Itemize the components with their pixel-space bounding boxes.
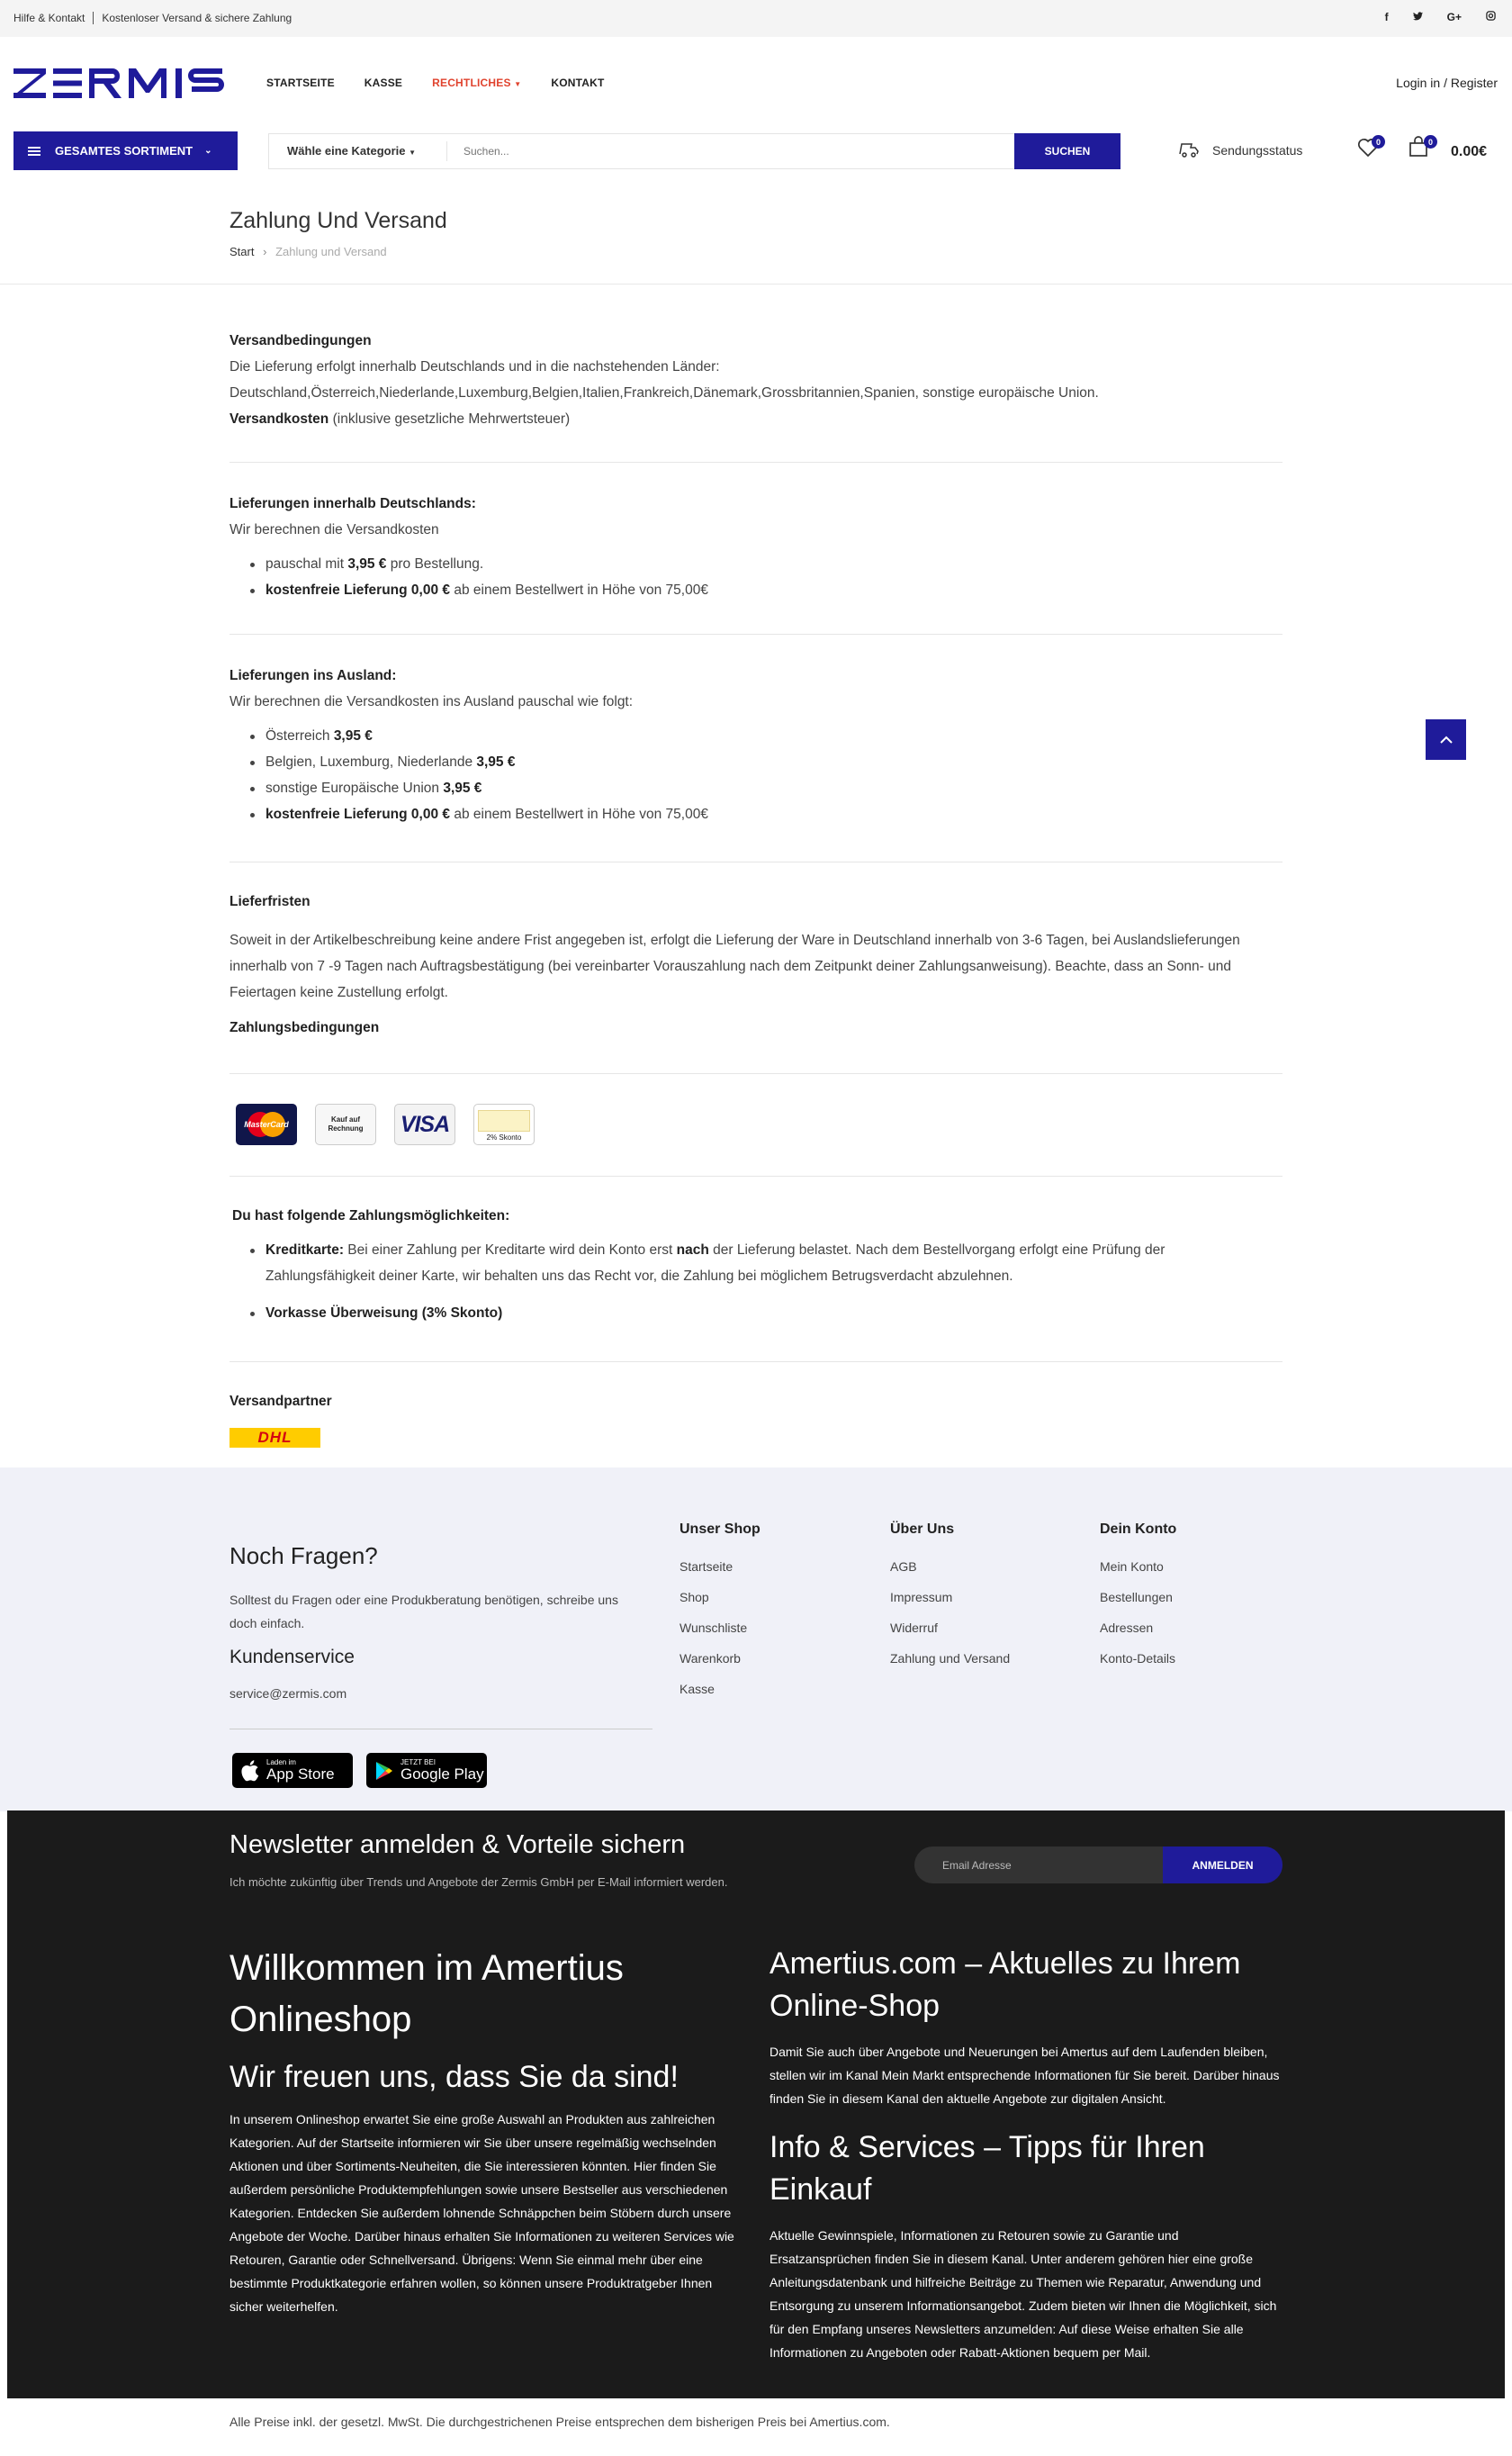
paragraph: Deutschland,Österreich,Niederlande,Luxemburg,Belgien,Italien,Frankreich,Dänemark,Grossbritannien,Spanien, sonstige europäische Union. xyxy=(230,385,1099,401)
welcome-subtitle: Wir freuen uns, dass Sie da sind! xyxy=(230,2060,679,2094)
footer-column-about xyxy=(890,1521,1010,1682)
section-title: Du hast folgende Zahlungsmöglichkeiten: xyxy=(232,1208,510,1223)
newsletter-form xyxy=(914,1847,1282,1883)
all-categories-label: GESAMTES SORTIMENT xyxy=(55,144,194,158)
skonto-icon xyxy=(473,1104,535,1145)
divider xyxy=(230,462,1282,463)
cart-total: 0.00€ xyxy=(1451,144,1488,159)
footer-questions-title: Noch Fragen? xyxy=(230,1542,378,1569)
news-block xyxy=(770,1943,1292,2364)
nav-rechtliches-label: RECHTLICHES xyxy=(432,77,511,89)
footer-link[interactable]: Bestellungen xyxy=(1100,1590,1173,1604)
google-play-text xyxy=(400,1758,484,1783)
text: Österreich xyxy=(266,728,334,744)
text: (inklusive gesetzliche Mehrwertsteuer) xyxy=(328,411,571,427)
text: sonstige Europäische Union xyxy=(266,781,444,796)
divider xyxy=(230,1176,1282,1177)
invoice-label: Kauf auf Rechnung xyxy=(328,1115,364,1133)
services-text: Aktuelle Gewinnspiele, Informationen zu Retouren sowie zu Garantie und Ersatzansprüchen finden Sie in diesem Kanal. Unter anderem gehören hier eine große Anleitungsdatenbank und hilfreiche Beiträge zu Themen wie Reparatur, Anwendung und Entsorgung zu unserem Informationsangebot. Zudem bieten wir Ihnen die Möglichkeit, sich für den Empfang unseres Newsletters anzumelden: Auf diese Weise erhalten Sie alle Informationen zu Angeboten oder Rabatt-Aktionen bequem per Mail. xyxy=(770,2228,1277,2360)
search-button[interactable]: SUCHEN xyxy=(1014,133,1120,169)
bold-text: kostenfreie Lieferung 0,00 € xyxy=(266,807,451,822)
help-contact-link[interactable]: Hilfe & Kontakt xyxy=(14,12,86,24)
nav-kontakt[interactable]: KONTAKT xyxy=(551,77,605,89)
cart-button[interactable] xyxy=(1408,136,1433,162)
bold-text: nach xyxy=(676,1242,709,1258)
caret-down-icon: ▼ xyxy=(514,80,522,88)
chevron-up-icon xyxy=(1439,736,1454,745)
list-item xyxy=(248,577,1282,603)
section-title: Versandbedingungen xyxy=(230,333,372,348)
section-title: Lieferungen innerhalb Deutschlands: xyxy=(230,496,476,511)
section-title: Versandpartner xyxy=(230,1394,332,1409)
divider xyxy=(93,12,94,24)
paragraph: Soweit in der Artikelbeschreibung keine andere Frist angegeben ist, erfolgt die Lieferung der Ware in Deutschland innerhalb von 3-6 Tagen, bei Auslandslieferungen innerhalb von 7 -9 Tagen nach Auftragsbestätigung (bei vereinbarter Vorauszahlung nach dem Zeitpunkt deiner Zahlungsanweisung). Beachte, dass an Sonn- und Feiertagen keine Zustellung erfolgt. xyxy=(230,933,1240,1000)
international-shipping-section xyxy=(230,663,1282,827)
column-title: Dein Konto xyxy=(1100,1521,1177,1537)
footer-link[interactable]: Wunschliste xyxy=(680,1621,748,1635)
invoice-icon xyxy=(315,1104,376,1145)
app-store-small: Laden im xyxy=(266,1758,296,1766)
text: Belgien, Luxemburg, Niederlande xyxy=(266,754,477,770)
text: ab einem Bestellwert in Höhe von 75,00€ xyxy=(450,807,708,822)
footer-link[interactable]: Kasse xyxy=(680,1682,715,1696)
footer-link[interactable]: Widerruf xyxy=(890,1621,938,1635)
tracking-label: Sendungsstatus xyxy=(1212,143,1303,158)
payment-options-list xyxy=(232,1237,1276,1326)
list-item xyxy=(248,551,1282,577)
breadcrumb xyxy=(230,245,387,258)
newsletter-submit-button[interactable]: ANMELDEN xyxy=(1163,1847,1282,1883)
payment-methods xyxy=(236,1104,535,1145)
newsletter-subtitle: Ich möchte zukünftig über Trends und Angebote der Zermis GmbH per E-Mail informiert werden. xyxy=(230,1875,728,1889)
app-store-big: App Store xyxy=(266,1765,335,1783)
section-title: Zahlungsbedingungen xyxy=(230,1020,380,1035)
bold-text: Versandkosten xyxy=(230,411,329,427)
list-item xyxy=(248,1237,1276,1289)
mastercard-icon xyxy=(236,1104,297,1145)
column-title: Über Uns xyxy=(890,1521,955,1537)
visa-label: VISA xyxy=(400,1111,450,1137)
delivery-times-section xyxy=(230,889,1282,1041)
dhl-label: DHL xyxy=(257,1429,292,1446)
news-title: Amertius.com – Aktuelles zu Ihrem Online-Shop xyxy=(770,1946,1241,2023)
paragraph xyxy=(230,406,1282,432)
price-disclaimer: Alle Preise inkl. der gesetzl. MwSt. Die durchgestrichenen Preise entsprechen dem bisherigen Preis bei Amertius.com. xyxy=(230,2415,890,2429)
wishlist-button[interactable] xyxy=(1357,138,1379,162)
footer-link[interactable]: AGB xyxy=(890,1559,917,1574)
welcome-title: Willkommen im Amertius Onlineshop xyxy=(230,1948,624,2039)
category-select-label: Wähle eine Kategorie xyxy=(287,144,406,158)
international-rates-list xyxy=(230,723,1282,827)
menu-icon xyxy=(28,145,40,158)
nav-rechtliches[interactable] xyxy=(432,77,521,89)
google-play-small: JETZT BEI xyxy=(400,1758,436,1766)
scroll-to-top-button[interactable] xyxy=(1426,719,1466,760)
twitter-icon[interactable] xyxy=(1413,11,1423,23)
text: Bei einer Zahlung per Kreditarte wird dein Konto erst xyxy=(344,1242,677,1258)
google-play-button[interactable] xyxy=(366,1753,487,1788)
chevron-right-icon: › xyxy=(263,245,267,258)
shipping-partner-section xyxy=(230,1388,1282,1414)
newsletter-title: Newsletter anmelden & Vorteile sichern xyxy=(230,1830,686,1859)
footer-link[interactable]: Startseite xyxy=(680,1559,734,1574)
payment-options-section xyxy=(232,1203,1276,1326)
domestic-rates-list xyxy=(230,551,1282,603)
apple-icon xyxy=(241,1760,259,1782)
search-bar xyxy=(268,133,1120,169)
footer-link[interactable]: Konto-Details xyxy=(1100,1651,1176,1666)
chevron-down-icon: ⌄ xyxy=(204,146,212,156)
domestic-shipping-section xyxy=(230,491,1282,603)
instagram-icon[interactable] xyxy=(1486,11,1496,23)
mastercard-label: MasterCard xyxy=(244,1120,289,1129)
column-title: Unser Shop xyxy=(680,1521,760,1537)
divider xyxy=(230,1073,1282,1074)
section-title: Lieferfristen xyxy=(230,894,310,909)
category-select[interactable] xyxy=(269,141,447,161)
bank-form-graphic xyxy=(478,1110,530,1132)
footer-link[interactable]: Impressum xyxy=(890,1590,953,1604)
bold-text: 3,95 € xyxy=(347,556,387,572)
list-item xyxy=(248,723,1282,749)
footer-questions-text: Solltest du Fragen oder eine Produkberatung benötigen, schreibe uns doch einfach. xyxy=(230,1593,618,1630)
footer-link[interactable]: Zahlung und Versand xyxy=(890,1651,1011,1666)
wishlist-count-badge: 0 xyxy=(1372,135,1385,149)
top-bar xyxy=(0,0,1512,37)
newsletter-email-input[interactable]: Email Adresse xyxy=(942,1858,1012,1872)
welcome-text: In unserem Onlineshop erwartet Sie eine große Auswahl an Produkten aus zahlreichen Kategorien. Auf der Startseite informieren wir Sie über unsere regelmäßig wechselnden Aktionen und über Sortiments-Neuheiten, die Sie interessieren könnten. Hier finden Sie außerdem persönliche Produktempfehlungen sowie unsere Bestseller aus verschiedenen Kategorien. Entdecken Sie außerdem lohnende Schnäppchen beim Stöbern durch unsere Angebote der Woche. Darüber hinaus erhalten Sie Informationen zu weiteren Services wie Retouren, Garantie oder Schnellversand. Übrigens: Wenn Sie einmal mehr über eine bestimmte Produktkategorie erfahren wollen, so können unsere Produktratgeber Ihnen sicher weiterhelfen. xyxy=(230,2112,734,2314)
app-store-button[interactable] xyxy=(232,1753,353,1788)
paragraph: Wir berechnen die Versandkosten xyxy=(230,522,439,537)
shipping-note: Kostenloser Versand & sichere Zahlung xyxy=(102,12,292,24)
top-bar-links xyxy=(14,12,292,24)
footer-link[interactable]: Mein Konto xyxy=(1100,1559,1164,1574)
shipment-tracking[interactable] xyxy=(1178,142,1302,158)
text: pro Bestellung. xyxy=(386,556,484,572)
bold-text: 3,95 € xyxy=(476,754,516,770)
bold-text: 3,95 € xyxy=(333,728,373,744)
news-text: Damit Sie auch über Angebote und Neuerungen bei Amertus auf dem Laufenden bleiben, stellen wir im Kanal Mein Markt entsprechende Informationen für Sie bereit. Darüber hinaus finden Sie in diesem Kanal den aktuelle Angebote zur digitalen Ansicht. xyxy=(770,2045,1280,2106)
paragraph: Wir berechnen die Versandkosten ins Ausland pauschal wie folgt: xyxy=(230,694,634,709)
bold-text: 3,95 € xyxy=(443,781,482,796)
shipping-terms-section xyxy=(230,328,1282,432)
services-title: Info & Services – Tipps für Ihren Einkauf xyxy=(770,2130,1205,2207)
footer-column-shop xyxy=(680,1521,760,1712)
page-title: Zahlung Und Versand xyxy=(230,208,447,233)
bold-text: Kreditkarte: xyxy=(266,1242,344,1258)
truck-icon xyxy=(1178,142,1200,158)
social-links xyxy=(1385,11,1496,23)
google-plus-icon[interactable]: G+ xyxy=(1446,11,1462,23)
login-register-link[interactable]: Login in / Register xyxy=(1396,76,1498,90)
footer-column-account xyxy=(1100,1521,1176,1682)
list-item xyxy=(248,1300,1276,1326)
footer-link[interactable]: Warenkorb xyxy=(680,1651,741,1666)
customer-service-email[interactable]: service@zermis.com xyxy=(230,1686,347,1701)
caret-down-icon: ▼ xyxy=(409,149,417,157)
list-item xyxy=(248,749,1282,775)
divider xyxy=(230,1361,1282,1362)
list-item xyxy=(248,801,1282,827)
all-categories-button[interactable] xyxy=(14,131,238,170)
dhl-logo xyxy=(230,1428,320,1448)
text: ab einem Bestellwert in Höhe von 75,00€ xyxy=(450,582,708,598)
paragraph: Die Lieferung erfolgt innerhalb Deutschlands und in die nachstehenden Länder: xyxy=(230,359,720,375)
footer-link[interactable]: Adressen xyxy=(1100,1621,1154,1635)
section-title: Lieferungen ins Ausland: xyxy=(230,668,397,683)
nav-startseite[interactable]: STARTSEITE xyxy=(266,77,335,89)
breadcrumb-start[interactable]: Start xyxy=(230,245,255,258)
bold-text: Vorkasse Überweisung (3% Skonto) xyxy=(266,1305,503,1321)
footer-link[interactable]: Shop xyxy=(680,1590,709,1604)
text: pauschal mit xyxy=(266,556,348,572)
app-store-text xyxy=(266,1758,335,1783)
welcome-block xyxy=(230,1943,734,2318)
text: der Lieferung belastet. Nach dem Bestellvorgang erfolgt eine Prüfung der Zahlungsfähigkeit deiner Karte, wir behalten uns das Recht vor, die Zahlung bei möglichem Betrugsverdacht abzulehnen. xyxy=(266,1242,1166,1284)
google-play-big: Google Play xyxy=(400,1765,484,1783)
list-item xyxy=(248,775,1282,801)
main-navigation xyxy=(266,77,634,89)
breadcrumb-current: Zahlung und Versand xyxy=(275,245,387,258)
bold-text: kostenfreie Lieferung 0,00 € xyxy=(266,582,451,598)
cart-count-badge: 0 xyxy=(1424,135,1437,149)
nav-kasse[interactable]: KASSE xyxy=(364,77,403,89)
customer-service-title: Kundenservice xyxy=(230,1647,355,1667)
google-play-icon xyxy=(375,1761,393,1781)
divider xyxy=(230,634,1282,635)
facebook-icon[interactable]: f xyxy=(1384,11,1389,23)
zermis-logo[interactable] xyxy=(14,66,240,102)
skonto-label: 2% Skonto xyxy=(486,1133,522,1142)
visa-icon xyxy=(394,1104,455,1145)
